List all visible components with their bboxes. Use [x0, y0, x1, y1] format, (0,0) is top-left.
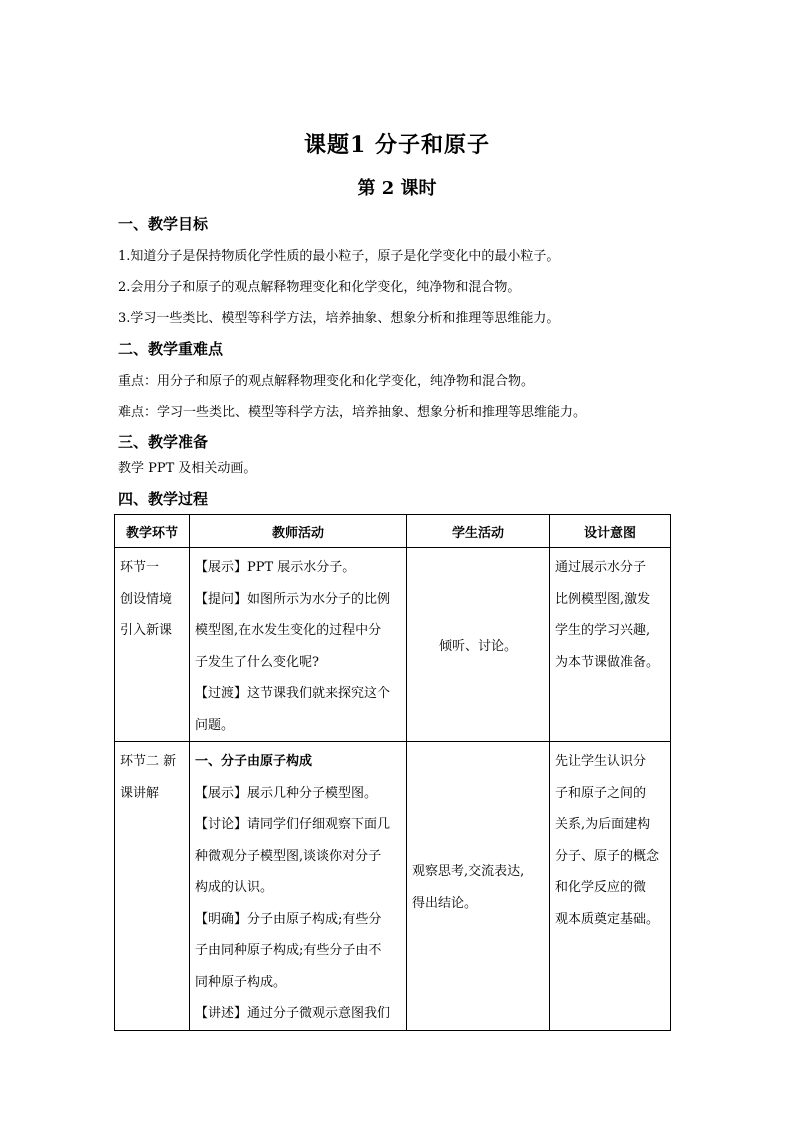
teacher-line: 【明确】分子由原子构成;有些分: [195, 911, 382, 927]
teacher-line: 种微观分子模型图,谈谈你对分子: [195, 848, 382, 864]
goal-item: 3.学习一些类比、模型等科学方法，培养抽象、想象分析和推理等思维能力。: [118, 311, 560, 326]
focus-text: 用分子和原子的观点解释物理变化和化学变化，纯净物和混合物。: [157, 374, 535, 389]
student-cell: [407, 742, 550, 1031]
student-line: 观察思考,交流表达,: [412, 864, 525, 880]
teacher-line: 子发生了什么变化呢?: [195, 654, 319, 670]
header-intent: 设计意图: [550, 515, 671, 548]
difficulty-label: 难点：: [118, 405, 158, 420]
header-teacher: 教师活动: [190, 515, 407, 548]
teacher-line: 【讲述】通过分子微观示意图我们: [195, 1006, 391, 1021]
intent-cell: [550, 548, 671, 742]
teacher-line: 同种原子构成。: [195, 974, 287, 990]
intent-line: 学生的学习兴趣,: [555, 623, 651, 638]
intent-line: 关系,为后面建构: [555, 817, 651, 832]
intent-line: 观本质奠定基础。: [555, 911, 660, 927]
stage-line: 环节一: [120, 560, 160, 575]
document-title: 课题1 分子和原子: [304, 132, 490, 158]
stage-cell: [115, 742, 190, 1031]
table-row: [115, 548, 671, 742]
goal-item: 1.知道分子是保持物质化学性质的最小粒子，原子是化学变化中的最小粒子。: [118, 249, 560, 264]
process-heading: 四、教学过程: [118, 490, 209, 508]
prep-heading: 三、教学准备: [118, 433, 209, 451]
intent-line: 为本节课做准备。: [555, 654, 660, 670]
student-line: 得出结论。: [412, 895, 478, 911]
table-header-row: [115, 515, 671, 548]
prep-text: 教学 PPT 及相关动画。: [118, 461, 257, 476]
intent-line: 通过展示水分子: [555, 560, 647, 575]
header-stage: 教学环节: [115, 515, 190, 548]
teacher-line: 构成的认识。: [195, 880, 274, 895]
stage-line: 创设情境: [120, 591, 173, 607]
intent-line: 子和原子之间的: [555, 785, 647, 801]
teacher-line: 子由同种原子构成;有些分子由不: [195, 943, 382, 958]
goal-item: 2.会用分子和原子的观点解释物理变化和化学变化，纯净物和混合物。: [118, 280, 521, 295]
intent-line: 和化学反应的微: [555, 880, 647, 895]
process-table: [114, 514, 671, 1031]
focus-label: 重点：: [118, 374, 158, 389]
key-heading: 二、教学重难点: [118, 340, 224, 358]
lesson-period: 第 2 课时: [357, 178, 437, 199]
stage-line: 引入新课: [120, 623, 173, 638]
difficulty-line: [118, 401, 586, 420]
stage-line: 课讲解: [120, 785, 160, 801]
teacher-line: 【过渡】这节课我们就来探究这个: [195, 686, 391, 701]
stage-line: 环节二 新: [120, 754, 177, 769]
teacher-subheading: 一、分子由原子构成: [195, 754, 313, 769]
stage-cell: [115, 548, 190, 742]
teacher-cell: [190, 742, 407, 1031]
teacher-line: 模型图,在水发生变化的过程中分: [195, 623, 382, 638]
student-cell: [407, 548, 550, 742]
intent-line: 分子、原子的概念: [555, 848, 660, 864]
teacher-line: 【讨论】请同学们仔细观察下面几: [195, 817, 391, 832]
intent-cell: [550, 742, 671, 1031]
goals-heading: 一、教学目标: [118, 215, 209, 233]
focus-line: [118, 370, 534, 389]
difficulty-text: 学习一些类比、模型等科学方法，培养抽象、想象分析和推理等思维能力。: [157, 405, 587, 420]
teacher-line: 问题。: [195, 717, 235, 733]
header-student: 学生活动: [407, 515, 550, 548]
teacher-line: 【展示】展示几种分子模型图。: [195, 785, 378, 801]
student-text: 倾听、讨论。: [438, 638, 517, 654]
intent-line: 先让学生认识分: [555, 754, 647, 769]
intent-line: 比例模型图,激发: [555, 591, 651, 607]
table-row: [115, 742, 671, 1031]
teacher-line: 【提问】如图所示为水分子的比例: [195, 591, 391, 607]
teacher-cell: [190, 548, 407, 742]
teacher-line: 【展示】PPT 展示水分子。: [195, 560, 356, 575]
